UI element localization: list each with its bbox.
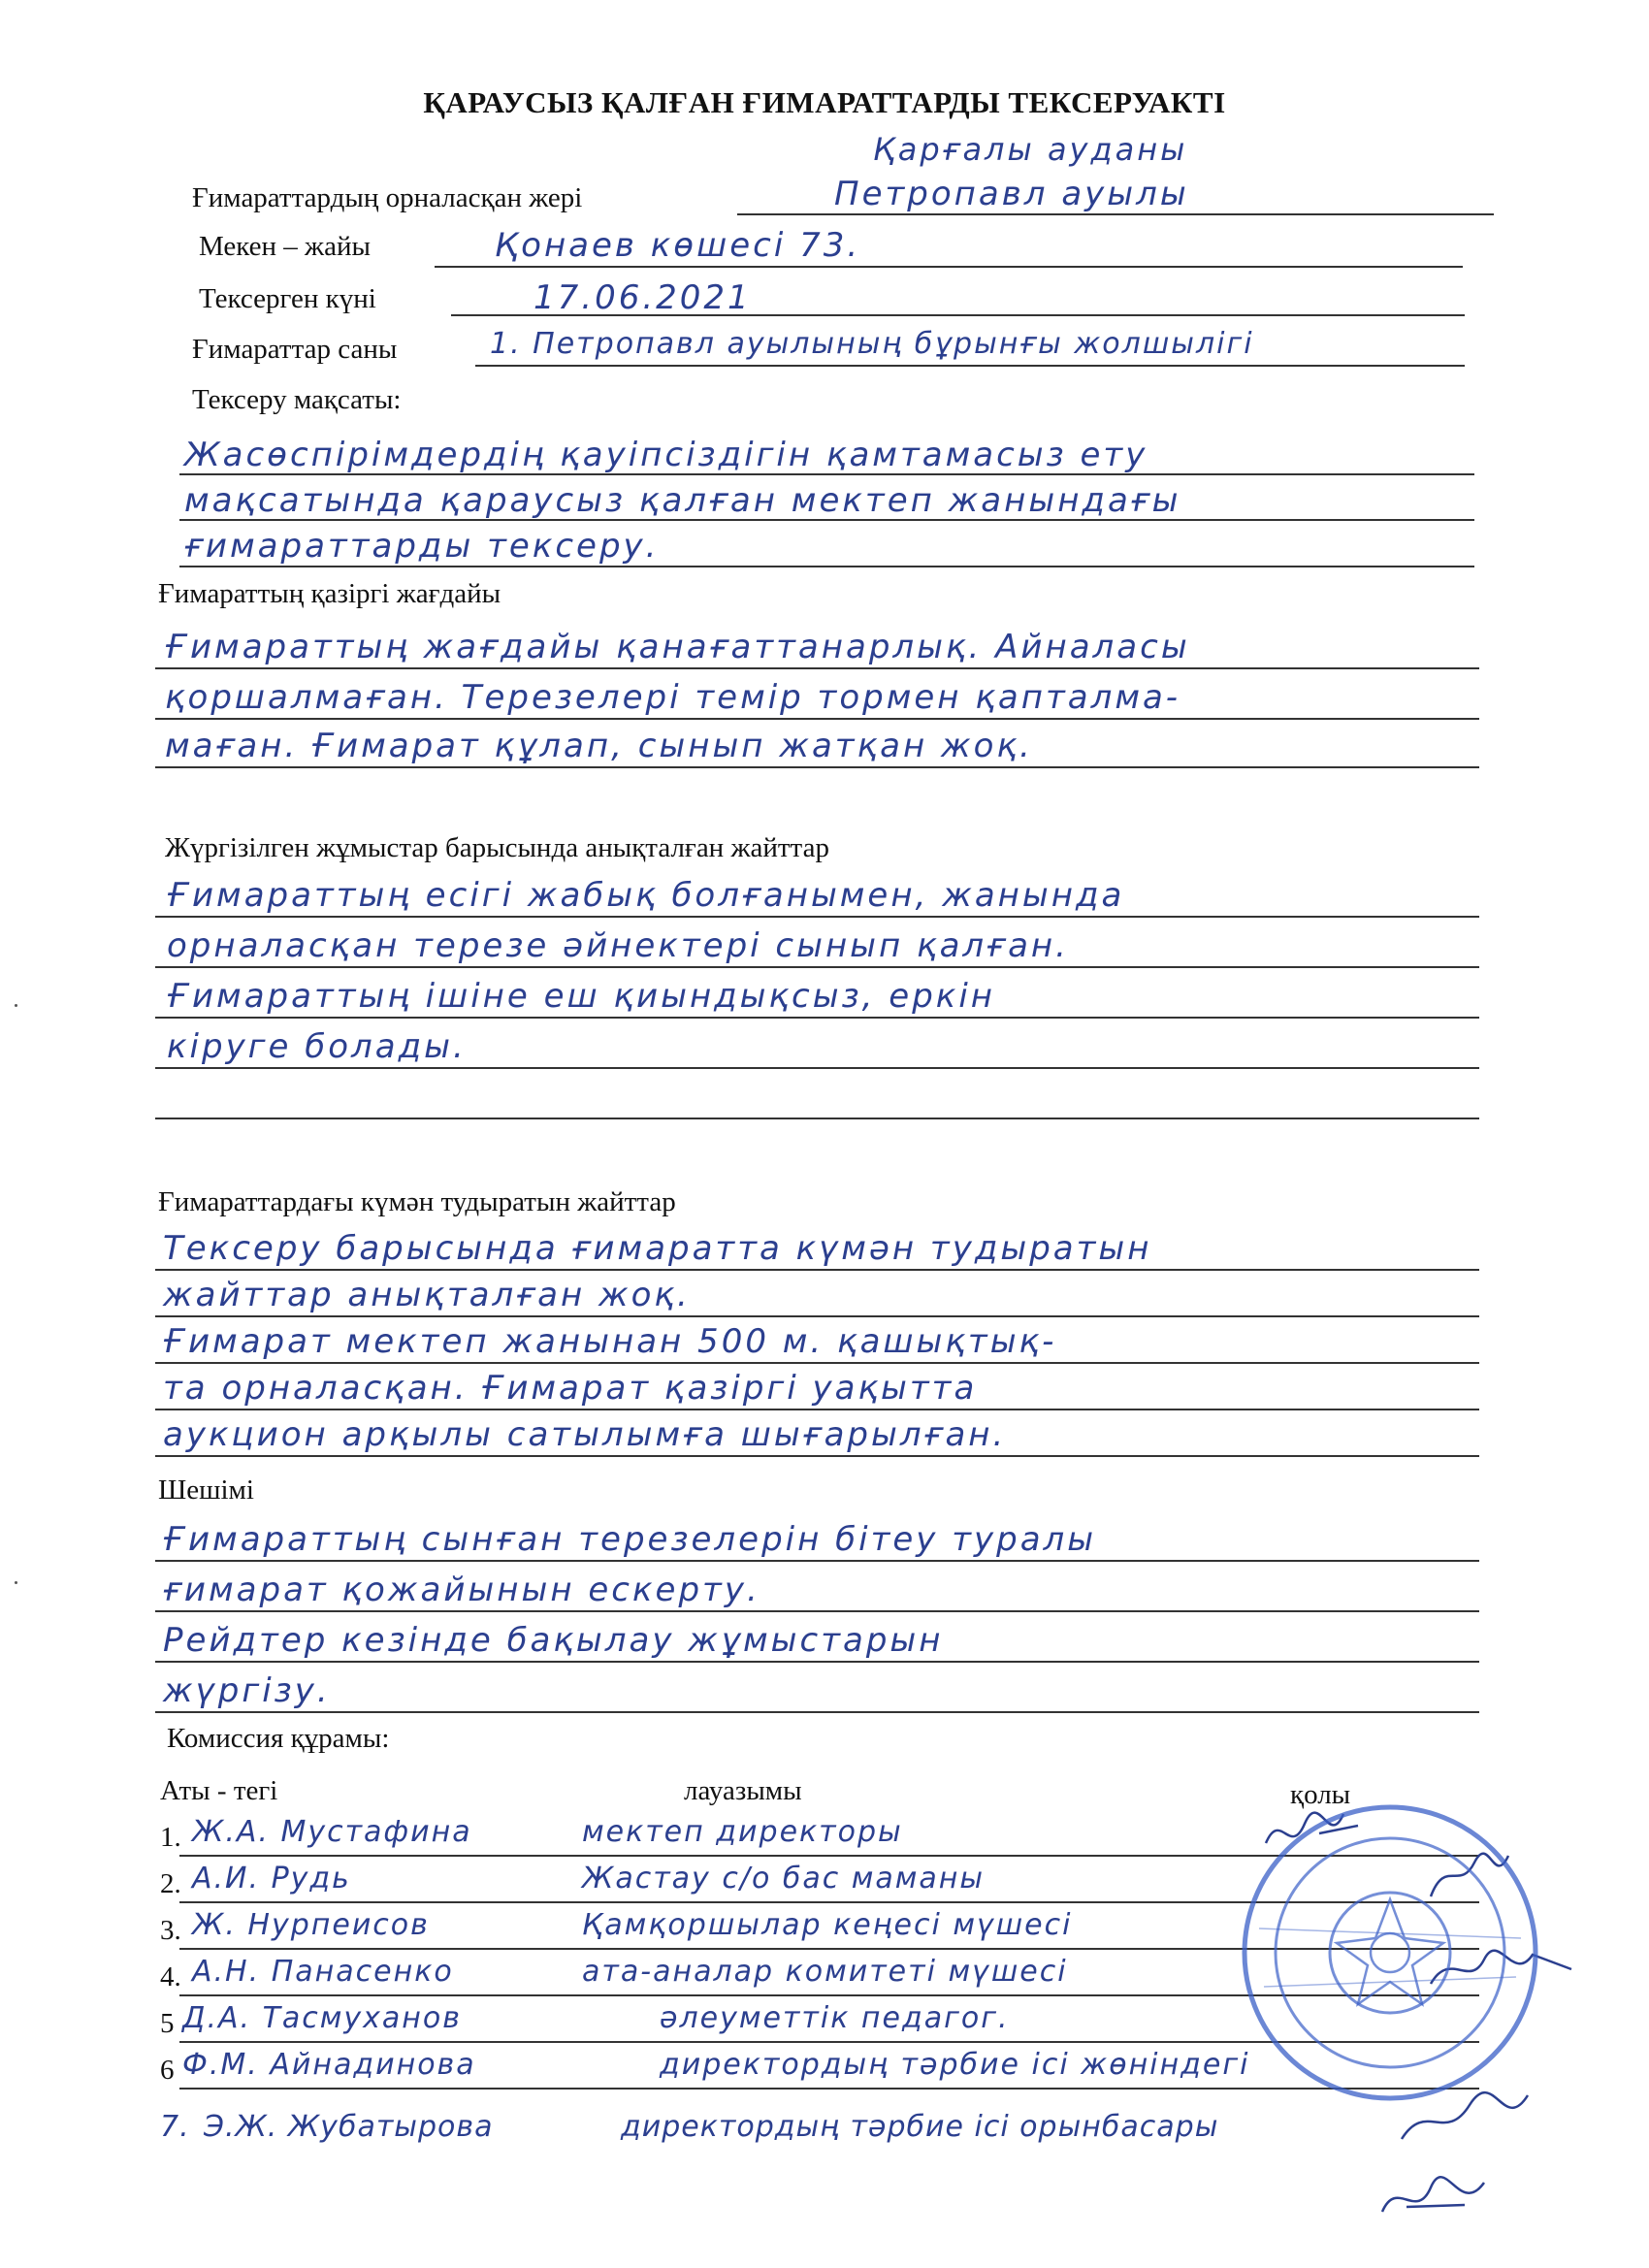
scan-artifact <box>15 1581 17 1584</box>
address-value: Қонаев көшесі 73. <box>495 226 861 265</box>
purpose-line-1: Жасөспірімдердің қауіпсіздігін қамтамасыз ету <box>184 436 1148 474</box>
purpose-line-2: мақсатында қараусыз қалған мектеп жанындағы <box>184 481 1181 520</box>
location-rule <box>737 213 1494 215</box>
location-value-line2: Петропавл ауылы <box>834 175 1189 213</box>
findings-line-3: Ғимараттың ішіне еш қиындықсыз, еркін <box>167 977 996 1016</box>
count-value: 1. Петропавл ауылының бұрынғы жолшылігі <box>490 327 1254 361</box>
member-number: 5 <box>160 2008 175 2039</box>
suspicious-line-3: Ғимарат мектеп жанынан 500 м. қашықтық- <box>163 1322 1057 1361</box>
member-position: Қамқоршылар кеңесі мүшесі <box>582 1908 1073 1942</box>
suspicious-rule-1 <box>155 1269 1479 1271</box>
member-name: А.Н. Панасенко <box>192 1955 454 1989</box>
date-value: 17.06.2021 <box>534 278 752 317</box>
suspicious-line-5: аукцион арқылы сатылымға шығарылған. <box>163 1415 1007 1454</box>
condition-rule-3 <box>155 766 1479 768</box>
member-name: А.И. Рудь <box>192 1862 351 1895</box>
findings-rule-2 <box>155 966 1479 968</box>
col-signature-header: қолы <box>1290 1779 1351 1810</box>
suspicious-rule-3 <box>155 1362 1479 1364</box>
member-number: 2. <box>160 1868 181 1899</box>
member-position: әлеуметтік педагог. <box>660 2001 1010 2035</box>
decision-line-2: ғимарат қожайынын ескерту. <box>163 1571 760 1609</box>
findings-label: Жүргізілген жұмыстар барысында анықталған жайттар <box>165 832 829 863</box>
condition-line-3: маған. Ғимарат құлап, сынып жатқан жоқ. <box>165 727 1033 765</box>
findings-rule-5 <box>155 1118 1479 1119</box>
location-value-line1: Қарғалы ауданы <box>873 131 1188 168</box>
suspicious-line-2: жайттар анықталған жоқ. <box>163 1276 691 1314</box>
col-position-header: лауазымы <box>684 1775 802 1806</box>
signature-7-mark <box>1377 2168 1494 2226</box>
condition-line-1: Ғимараттың жағдайы қанағаттанарлық. Айналасы <box>165 628 1190 666</box>
member-position: ата-аналар комитеті мүшесі <box>582 1955 1068 1989</box>
official-seal <box>1230 1793 1550 2113</box>
member-position: мектеп директоры <box>582 1815 903 1849</box>
member-name: Ф.М. Айнадинова <box>182 2048 476 2082</box>
decision-label: Шешімі <box>158 1474 254 1506</box>
document-title: ҚАРАУСЫЗ ҚАЛҒАН ҒИМАРАТТАРДЫ ТЕКСЕРУАКТІ <box>423 85 1226 119</box>
member-number: 7. <box>160 2110 190 2144</box>
member-number: 1. <box>160 1822 181 1853</box>
decision-rule-3 <box>155 1661 1479 1663</box>
findings-rule-4 <box>155 1067 1479 1069</box>
member-name: Ж.А. Мустафина <box>192 1815 472 1849</box>
date-label: Тексерген күні <box>199 283 376 314</box>
decision-line-4: жүргізу. <box>163 1671 331 1710</box>
count-rule <box>475 365 1465 367</box>
member-position: директордың тәрбие ісі орынбасары <box>621 2110 1219 2144</box>
findings-rule-3 <box>155 1017 1479 1019</box>
member-number: 6 <box>160 2055 175 2086</box>
decision-line-1: Ғимараттың сынған терезелерін бітеу туралы <box>163 1520 1097 1559</box>
decision-line-3: Рейдтер кезінде бақылау жұмыстарын <box>163 1621 944 1660</box>
purpose-line-3: ғимараттарды тексеру. <box>184 527 660 566</box>
member-number: 3. <box>160 1915 181 1946</box>
suspicious-rule-5 <box>155 1455 1479 1457</box>
suspicious-line-1: Тексеру барысында ғимаратта күмән тудыратын <box>163 1229 1152 1268</box>
purpose-label: Тексеру мақсаты: <box>192 384 402 415</box>
location-label: Ғимараттардың орналасқан жері <box>192 182 583 213</box>
suspicious-rule-4 <box>155 1409 1479 1410</box>
decision-rule-4 <box>155 1711 1479 1713</box>
scan-artifact <box>15 1004 17 1007</box>
condition-line-2: қоршалмаған. Терезелері темір тормен қапталма- <box>165 678 1181 717</box>
member-number: 4. <box>160 1961 181 1993</box>
findings-line-4: кіруге болады. <box>167 1027 467 1066</box>
suspicious-rule-2 <box>155 1315 1479 1317</box>
condition-label: Ғимараттың қазіргі жағдайы <box>158 578 501 609</box>
decision-rule-1 <box>155 1560 1479 1562</box>
findings-rule-1 <box>155 916 1479 918</box>
member-name: Ж. Нурпеисов <box>192 1908 430 1942</box>
decision-rule-2 <box>155 1610 1479 1612</box>
purpose-rule-3 <box>179 566 1474 567</box>
condition-rule-1 <box>155 667 1479 669</box>
findings-line-2: орналасқан терезе әйнектері сынып қалған. <box>167 926 1069 965</box>
commission-label: Комиссия құрамы: <box>167 1723 390 1754</box>
address-rule <box>435 266 1463 268</box>
member-position: Жастау с/о бас маманы <box>582 1862 986 1895</box>
count-label: Ғимараттар саны <box>192 334 398 365</box>
member-position: директордың тәрбие ісі жөніндегі <box>660 2048 1250 2082</box>
suspicious-label: Ғимараттардағы күмән тудыратын жайттар <box>158 1186 676 1217</box>
member-name: Э.Ж. Жубатырова <box>204 2110 494 2144</box>
address-label: Мекен – жайы <box>199 231 371 262</box>
col-name-header: Аты - тегі <box>160 1775 278 1806</box>
suspicious-line-4: та орналасқан. Ғимарат қазіргі уақытта <box>163 1369 978 1408</box>
condition-rule-2 <box>155 718 1479 720</box>
findings-line-1: Ғимараттың есігі жабық болғанымен, жанында <box>167 876 1125 915</box>
member-name: Д.А. Тасмуханов <box>182 2001 462 2035</box>
